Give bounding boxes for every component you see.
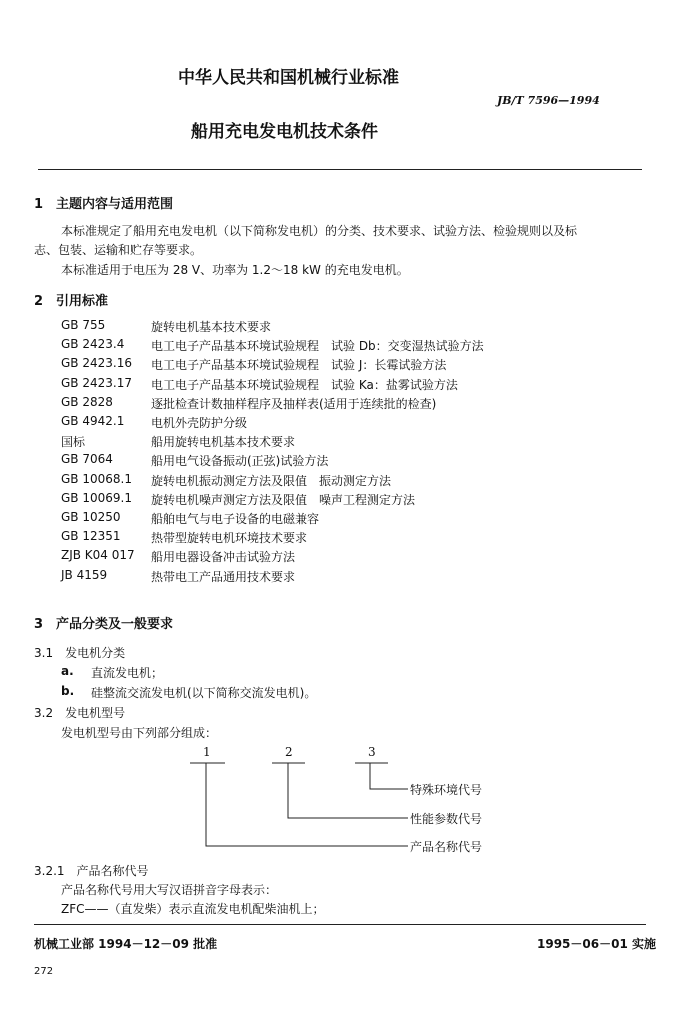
subsection-3-2-heading: 3.2 发电机型号: [34, 706, 126, 720]
section-3-heading: 3 产品分类及一般要求: [34, 617, 174, 632]
list-item-b-text: 硅整流交流发电机(以下简称交流发电机)。: [91, 686, 317, 700]
section-1-paragraph-1-line-1: 本标准规定了船用充电发电机（以下简称发电机）的分类、技术要求、试验方法、检验规则以及标: [61, 224, 578, 238]
reference-code: GB 2423.4: [61, 337, 125, 351]
effective-date: 1995－06－01 实施: [537, 937, 656, 951]
section-2-heading: 2 引用标准: [34, 294, 109, 309]
reference-title: 旋转电机噪声测定方法及限值 噪声工程测定方法: [151, 493, 416, 507]
subsection-3-2-1-line-1: 产品名称代号用大写汉语拼音字母表示：: [61, 883, 278, 897]
diagram-leader-1: [206, 763, 408, 846]
subsection-3-2-1-heading: 3.2.1 产品名称代号: [34, 864, 149, 878]
diagram-label-special-environment: 特殊环境代号: [410, 783, 483, 797]
reference-code: GB 10068.1: [61, 472, 132, 486]
reference-title: 船用电器设备冲击试验方法: [151, 550, 296, 564]
section-1-paragraph-2: 本标准适用于电压为 28 V、功率为 1.2～18 kW 的充电发电机。: [61, 263, 409, 277]
page-number: 272: [34, 966, 54, 977]
diagram-label-product-name: 产品名称代号: [410, 840, 483, 854]
org-title: 中华人民共和国机械行业标准: [178, 68, 399, 88]
reference-title: 电工电子产品基本环境试验规程 试验 Ka：盐雾试验方法: [151, 378, 458, 392]
reference-code: GB 755: [61, 318, 106, 332]
section-1-paragraph-1-line-2: 志、包装、运输和贮存等要求。: [34, 243, 203, 257]
reference-code: JB 4159: [61, 568, 108, 582]
subsection-3-1-heading: 3.1 发电机分类: [34, 646, 126, 660]
reference-title: 电工电子产品基本环境试验规程 试验 Db：交变湿热试验方法: [151, 339, 484, 353]
section-1-heading: 1 主题内容与适用范围: [34, 197, 174, 212]
reference-code: GB 10250: [61, 510, 121, 524]
diagram-number-3: 3: [368, 745, 376, 759]
reference-code: GB 4942.1: [61, 414, 125, 428]
standard-number: JB/T 7596—1994: [497, 94, 600, 107]
reference-title: 船用电气设备振动(正弦)试验方法: [151, 454, 329, 468]
reference-title: 旋转电机基本技术要求: [151, 320, 272, 334]
reference-code: ZJB K04 017: [61, 548, 135, 562]
reference-title: 逐批检查计数抽样程序及抽样表(适用于连续批的检查): [151, 397, 437, 411]
diagram-leader-3: [370, 763, 408, 789]
reference-code: GB 2423.17: [61, 376, 132, 390]
diagram-number-2: 2: [285, 745, 293, 759]
reference-title: 旋转电机振动测定方法及限值 振动测定方法: [151, 474, 392, 488]
reference-code: 国标: [61, 435, 86, 449]
reference-title: 船用旋转电机基本技术要求: [151, 435, 296, 449]
diagram-number-1: 1: [203, 745, 211, 759]
reference-code: GB 2423.16: [61, 356, 132, 370]
reference-title: 船舶电气与电子设备的电磁兼容: [151, 512, 320, 526]
reference-code: GB 12351: [61, 529, 121, 543]
reference-title: 电工电子产品基本环境试验规程 试验 J：长霉试验方法: [151, 358, 447, 372]
reference-code: GB 7064: [61, 452, 113, 466]
subsection-3-2-1-line-2: ZFC——（直发柴）表示直流发电机配柴油机上；: [61, 902, 325, 916]
reference-code: GB 10069.1: [61, 491, 132, 505]
approval-date: 机械工业部 1994－12－09 批准: [34, 937, 218, 951]
diagram-leader-2: [288, 763, 408, 818]
document-title: 船用充电发电机技术条件: [191, 122, 378, 142]
list-item-b-mark: b.: [61, 684, 75, 698]
list-item-a-text: 直流发电机；: [91, 666, 164, 680]
diagram-label-performance-parameter: 性能参数代号: [410, 812, 483, 826]
list-item-a-mark: a.: [61, 664, 74, 678]
subsection-3-2-intro: 发电机型号由下列部分组成：: [61, 726, 218, 740]
reference-code: GB 2828: [61, 395, 113, 409]
reference-title: 电机外壳防护分级: [151, 416, 248, 430]
reference-title: 热带电工产品通用技术要求: [151, 570, 296, 584]
footer-rule: [34, 924, 646, 925]
reference-title: 热带型旋转电机环境技术要求: [151, 531, 308, 545]
